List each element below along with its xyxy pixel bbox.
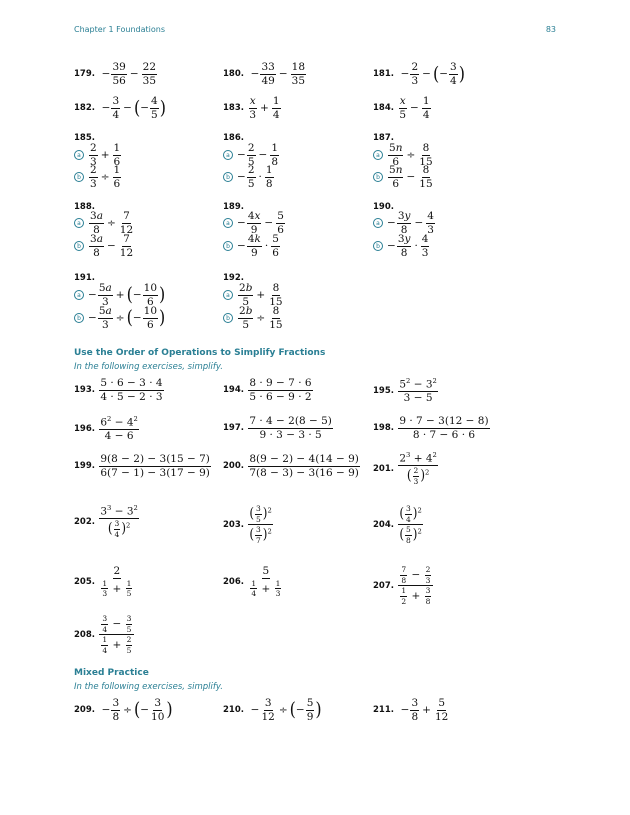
exercise-number: 187. (373, 133, 394, 143)
exercise-210: 210. − $\frac{3}{12}$ ÷ ( − $\frac{5}{9}$ ) (223, 697, 322, 723)
exercise-number: 185. (74, 133, 95, 143)
part-a-marker: a (373, 218, 383, 228)
chapter-header: Chapter 1 Foundations (74, 25, 165, 34)
exercise-number: 192. (223, 273, 244, 283)
exercise-202: 202. $3^3 - 3^2$ ( $\frac{3}{4}$ )$^2$ (74, 504, 138, 539)
part-b-marker: b (373, 172, 383, 182)
exercise-203: 203. ( $\frac{3}{5}$ )$^2$ ( $\frac{3}{7}$ )$^2$ (223, 504, 272, 545)
exercise-209: 209. − $\frac{3}{8}$ ÷ ( − $\frac{3}{10}$ ) (74, 697, 173, 723)
part-a-marker: a (223, 218, 233, 228)
part-b-marker: b (223, 313, 233, 323)
exercise-number: 189. (223, 202, 244, 212)
exercise-185b: b $\frac{2}{3}$ ÷ $\frac{1}{6}$ (74, 165, 122, 189)
part-b-marker: b (223, 172, 233, 182)
exercise-number: 196. (74, 423, 95, 434)
exercise-201: 201. $2^3 + 4^2$ ( $\frac{2}{3}$ )$^2$ (373, 451, 437, 486)
exercise-179: 179. − $\frac{39}{56}$ − $\frac{22}{35}$ (74, 61, 157, 87)
exercise-number: 190. (373, 202, 394, 212)
exercise-number: 197. (223, 423, 244, 433)
exercise-182: 182. − $\frac{3}{4}$ − ( − $\frac{4}{5}$ ) (74, 95, 166, 121)
exercise-181: 181. − $\frac{2}{3}$ − ( − $\frac{3}{4}$ ) (373, 61, 465, 87)
exercise-number: 210. (223, 705, 244, 715)
exercise-number: 180. (223, 69, 244, 79)
exercise-number: 200. (223, 461, 244, 471)
exercise-number: 206. (223, 576, 244, 587)
exercise-number: 186. (223, 133, 244, 143)
part-b-marker: b (74, 241, 84, 251)
part-b-marker: b (74, 172, 84, 182)
exercise-number: 181. (373, 69, 394, 79)
exercise-190b: b − $\frac{3y}{8}$ · $\frac{4}{3}$ (373, 234, 430, 258)
exercise-number: 182. (74, 103, 95, 113)
section-title: Mixed Practice (74, 668, 149, 678)
exercise-number: 188. (74, 202, 95, 212)
exercise-204: 204. ( $\frac{3}{4}$ )$^2$ ( $\frac{5}{8}$ )$^2$ (373, 504, 422, 545)
exercise-196: 196. $\frac{6^2 - 4^2}{4 - 6}$ (74, 415, 138, 442)
exercise-number: 202. (74, 516, 95, 527)
exercise-186b: b − $\frac{2}{5}$ · $\frac{1}{8}$ (223, 165, 275, 189)
exercise-number: 193. (74, 385, 95, 395)
exercise-211: 211. − $\frac{3}{8}$ + $\frac{5}{12}$ (373, 697, 449, 723)
exercise-208: 208. $\frac{3}{4}$ − $\frac{3}{5}$ $\frac{1}{4}$ + $\frac{2}{5}$ (74, 615, 135, 654)
exercise-191b: b − $\frac{5a}{3}$ ÷ ( − $\frac{10}{6}$ ) (74, 306, 165, 330)
exercise-191a: a − $\frac{5a}{3}$ + ( − $\frac{10}{6}$ ) (74, 283, 165, 307)
exercise-number: 199. (74, 461, 95, 471)
exercise-193: 193. $\frac{5 \cdot 6 - 3 \cdot 4}{4 \cdot 5 - 2 \cdot 3}$ (74, 377, 163, 403)
exercise-205: 205. 2 $\frac{1}{3}$ + $\frac{1}{5}$ (74, 565, 132, 598)
part-b-marker: b (74, 313, 84, 323)
part-b-marker: b (373, 241, 383, 251)
exercise-number: 211. (373, 705, 394, 715)
exercise-192a: a $\frac{2b}{5}$ + $\frac{8}{15}$ (223, 283, 285, 307)
exercise-number: 205. (74, 576, 95, 587)
section-instruction: In the following exercises, simplify. (74, 362, 223, 372)
exercise-194: 194. $\frac{8 \cdot 9 - 7 \cdot 6}{5 \cdot 6 - 9 \cdot 2}$ (223, 377, 312, 403)
exercise-number: 191. (74, 273, 95, 283)
exercise-187a: a $\frac{5n}{6}$ ÷ $\frac{8}{15}$ (373, 143, 435, 167)
page-number: 83 (545, 25, 556, 34)
part-b-marker: b (223, 241, 233, 251)
exercise-number: 194. (223, 385, 244, 395)
exercise-192b: b $\frac{2b}{5}$ ÷ $\frac{8}{15}$ (223, 306, 285, 330)
exercise-number: 208. (74, 629, 95, 640)
exercise-187b: b $\frac{5n}{6}$ − $\frac{8}{15}$ (373, 165, 435, 189)
section-instruction: In the following exercises, simplify. (74, 682, 223, 692)
exercise-195: 195. $\frac{5^2 - 3^2}{3 - 5}$ (373, 377, 437, 404)
part-a-marker: a (223, 290, 233, 300)
exercise-number: 184. (373, 103, 394, 113)
exercise-189a: a − $\frac{4x}{9}$ − $\frac{5}{6}$ (223, 211, 286, 235)
exercise-183: 183. $\frac{x}{3}$ + $\frac{1}{4}$ (223, 95, 280, 121)
exercise-206: 206. 5 $\frac{1}{4}$ + $\frac{1}{3}$ (223, 565, 281, 598)
exercise-198: 198. $\frac{9 \cdot 7 - 3(12 - 8)}{8 \cdot 7 - 6 \cdot 6}$ (373, 415, 489, 441)
exercise-207: 207. $\frac{7}{8}$ − $\frac{2}{3}$ $\frac{1}{2}$ + $\frac{3}{8}$ (373, 566, 434, 605)
part-a-marker: a (74, 218, 84, 228)
exercise-number: 183. (223, 103, 244, 113)
exercise-number: 207. (373, 580, 394, 591)
exercise-199: 199. $\frac{9(8 - 2) - 3(15 - 7)}{6(7 - 1) - 3(17 - 9)}$ (74, 453, 210, 479)
part-a-marker: a (373, 150, 383, 160)
exercise-number: 209. (74, 705, 95, 715)
part-a-marker: a (74, 290, 84, 300)
exercise-number: 203. (223, 519, 244, 530)
exercise-200: 200. $\frac{8(9 - 2) - 4(14 - 9)}{7(8 - 3) - 3(16 - 9)}$ (223, 453, 359, 479)
exercise-number: 204. (373, 519, 394, 530)
exercise-number: 198. (373, 423, 394, 433)
exercise-number: 179. (74, 69, 95, 79)
exercise-197: 197. $\frac{7 \cdot 4 - 2(8 - 5)}{9 \cdot 3 - 3 \cdot 5}$ (223, 415, 332, 441)
exercise-186a: a − $\frac{2}{5}$ − $\frac{1}{8}$ (223, 143, 280, 167)
exercise-185a: a $\frac{2}{3}$ + $\frac{1}{6}$ (74, 143, 122, 167)
part-a-marker: a (74, 150, 84, 160)
exercise-190a: a − $\frac{3y}{8}$ − $\frac{4}{3}$ (373, 211, 436, 235)
exercise-184: 184. $\frac{x}{5}$ − $\frac{1}{4}$ (373, 95, 430, 121)
exercise-number: 201. (373, 463, 394, 474)
exercise-188a: a $\frac{3a}{8}$ ÷ $\frac{7}{12}$ (74, 211, 135, 235)
exercise-189b: b − $\frac{4k}{9}$ · $\frac{5}{6}$ (223, 234, 281, 258)
exercise-number: 195. (373, 385, 394, 396)
part-a-marker: a (223, 150, 233, 160)
section-title: Use the Order of Operations to Simplify Fractions (74, 348, 326, 358)
exercise-188b: b $\frac{3a}{8}$ − $\frac{7}{12}$ (74, 234, 135, 258)
exercise-180: 180. − $\frac{33}{49}$ − $\frac{18}{35}$ (223, 61, 306, 87)
